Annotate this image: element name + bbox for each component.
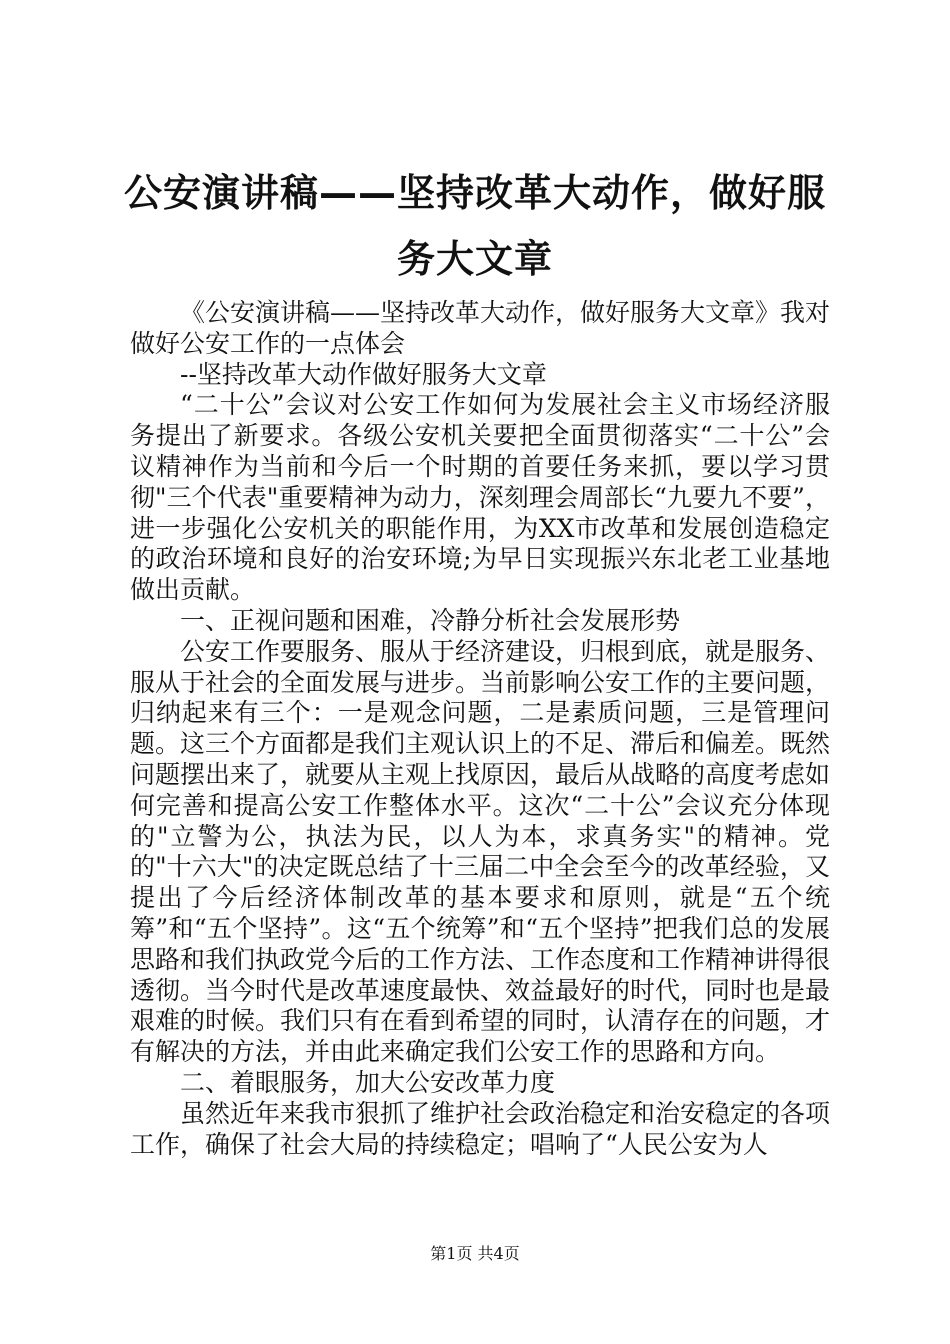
document-title: 公安演讲稿——坚持改革大动作，做好服务大文章 xyxy=(123,171,826,281)
paragraph-subtitle: --坚持改革大动作做好服务大文章 xyxy=(180,359,547,389)
page-footer: 第1页 共4页 xyxy=(430,1244,520,1263)
section-heading-2: 二、着眼服务，加大公安改革力度 xyxy=(180,1067,556,1097)
document-body xyxy=(130,298,830,1160)
paragraph-intro: 《公安演讲稿——坚持改革大动作，做好服务大文章》我对做好公安工作的一点体会 xyxy=(130,298,831,358)
paragraph-problems: 公安工作要服务、服从于经济建设，归根到底，就是服务、服从于社会的全面发展与进步。当前影响公安工作的主要问题，归纳起来有三个：一是观念问题，二是素质问题，三是管理问题。这三个方面都是我们主观认识上的不足、滞后和偏差。既然问题摆出来了，就要从主观上找原因，最后从战略的高度考虑如何完善和提高公安工作整体水平。这次“二十公”会议充分体现的"立警为公，执法为民，以人为本，求真务实"的精神。党的"十六大"的决定既总结了十三届二中全会至今的改革经验，又提出了今后经济体制改革的基本要求和原则，就是“五个统筹”和“五个坚持”。这“五个统筹”和“五个坚持”把我们总的发展思路和我们执政党今后的工作方法、工作态度和工作精神讲得很透彻。当今时代是改革速度最快、效益最好的时代，同时也是最艰难的时候。我们只有在看到希望的同时，认清存在的问题，才有解决的方法，并由此来确定我们公安工作的思路和方向。 xyxy=(130,636,831,1067)
paragraph-service: 虽然近年来我市狠抓了维护社会政治稳定和治安稳定的各项工作，确保了社会大局的持续稳定；唱响了“人民公安为人 xyxy=(130,1098,831,1159)
section-heading-1: 一、正视问题和困难，冷静分析社会发展形势 xyxy=(180,605,681,635)
paragraph-meeting: “二十公”会议对公安工作如何为发展社会主义市场经济服务提出了新要求。各级公安机关要把全面贯彻落实“二十公”会议精神作为当前和今后一个时期的首要任务来抓，要以学习贯彻"三个代表"重要精神为动力，深刻理会周部长“九要九不要”，进一步强化公安机关的职能作用，为XX市改革和发展创造稳定的政治环境和良好的治安环境;为早日实现振兴东北老工业基地做出贡献。 xyxy=(130,390,830,605)
